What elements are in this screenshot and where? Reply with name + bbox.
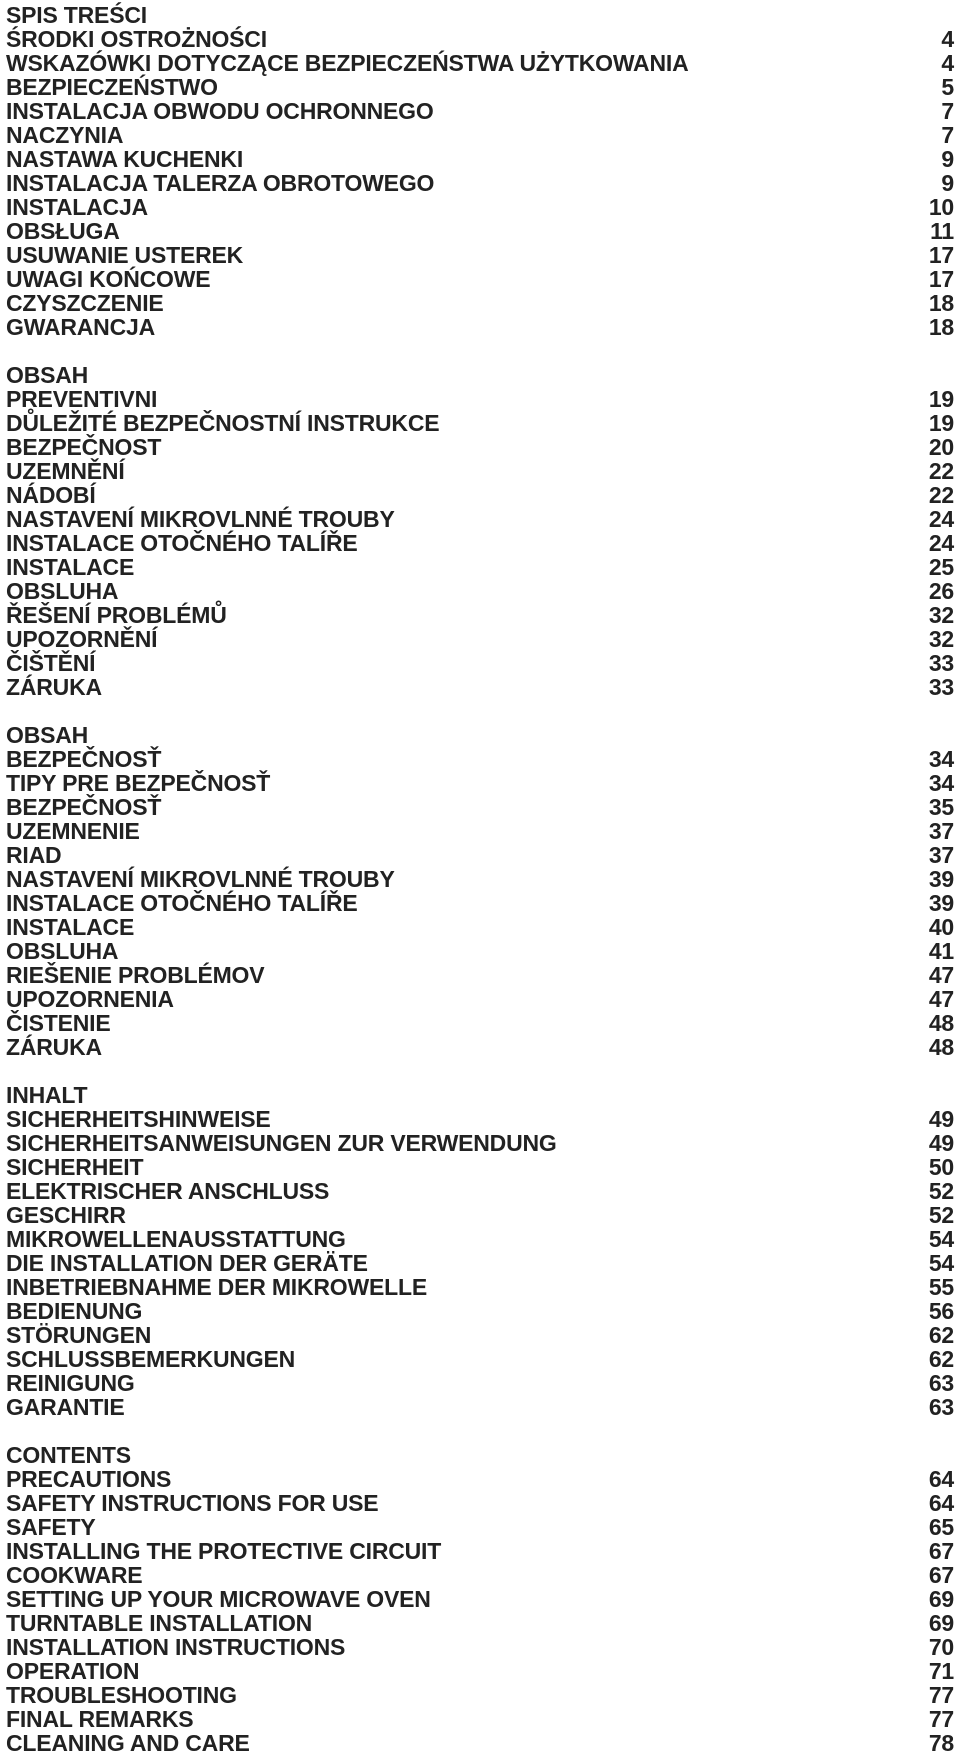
toc-entry-page-number: 5 <box>941 74 954 100</box>
toc-entry-label: ZÁRUKA <box>6 1034 102 1060</box>
toc-entry <box>6 939 954 963</box>
toc-entry <box>6 1371 954 1395</box>
toc-entry-page-number: 10 <box>928 194 954 220</box>
toc-entry-label: INSTALACE OTOČNÉHO TALÍŘE <box>6 530 358 556</box>
toc-entry <box>6 1515 954 1539</box>
toc-entry-page-number: 19 <box>928 386 954 412</box>
toc-entry-label: SICHERHEITSANWEISUNGEN ZUR VERWENDUNG <box>6 1130 557 1156</box>
toc-entry-page-number: 69 <box>928 1610 954 1636</box>
toc-entry <box>6 315 954 339</box>
toc-entry-label: UWAGI KOŃCOWE <box>6 266 211 292</box>
toc-entry-label: OPERATION <box>6 1658 140 1684</box>
toc-entry-label: SICHERHEIT <box>6 1154 144 1180</box>
toc-entry-page-number: 71 <box>928 1658 954 1684</box>
toc-entry <box>6 483 954 507</box>
toc-entry <box>6 555 954 579</box>
section-title: OBSAH <box>6 362 89 388</box>
toc-entry <box>6 1251 954 1275</box>
toc-entry-page-number: 67 <box>928 1538 954 1564</box>
toc-entry-label: STÖRUNGEN <box>6 1322 152 1348</box>
toc-entry-page-number: 18 <box>928 314 954 340</box>
toc-entry-label: MIKROWELLENAUSSTATTUNG <box>6 1226 346 1252</box>
toc-entry-page-number: 52 <box>928 1178 954 1204</box>
toc-entry-label: INSTALACE <box>6 554 135 580</box>
toc-entry <box>6 891 954 915</box>
section-title: OBSAH <box>6 722 89 748</box>
toc-entry-label: GARANTIE <box>6 1394 125 1420</box>
toc-entry-page-number: 64 <box>928 1490 954 1516</box>
toc-entry <box>6 531 954 555</box>
toc-entry-label: RIAD <box>6 842 62 868</box>
toc-entry-label: REINIGUNG <box>6 1370 135 1396</box>
toc-entry-page-number: 47 <box>928 986 954 1012</box>
toc-entry <box>6 507 954 531</box>
toc-entry-page-number: 40 <box>928 914 954 940</box>
toc-entry-page-number: 77 <box>928 1706 954 1732</box>
toc-section <box>6 363 954 699</box>
toc-entry <box>6 1563 954 1587</box>
toc-entry-label: NASTAVENÍ MIKROVLNNÉ TROUBY <box>6 506 395 532</box>
toc-entry-page-number: 52 <box>928 1202 954 1228</box>
toc-entry-label: INSTALLING THE PROTECTIVE CIRCUIT <box>6 1538 442 1564</box>
toc-entry-page-number: 37 <box>928 818 954 844</box>
toc-entry-page-number: 17 <box>928 242 954 268</box>
toc-entry-page-number: 55 <box>928 1274 954 1300</box>
toc-entry-label: INSTALACE <box>6 914 135 940</box>
toc-entry <box>6 1203 954 1227</box>
toc-entry-label: OBSŁUGA <box>6 218 120 244</box>
toc-entry-label: NÁDOBÍ <box>6 482 96 508</box>
toc-entry-label: CLEANING AND CARE <box>6 1730 250 1756</box>
toc-entry-page-number: 33 <box>928 674 954 700</box>
toc-entry <box>6 243 954 267</box>
toc-entry-label: ČISTENIE <box>6 1010 111 1036</box>
toc-entry-page-number: 24 <box>928 506 954 532</box>
toc-entry-label: CZYSZCZENIE <box>6 290 164 316</box>
toc-entry <box>6 291 954 315</box>
toc-entry <box>6 1539 954 1563</box>
toc-entry-page-number: 54 <box>928 1226 954 1252</box>
toc-entry-page-number: 54 <box>928 1250 954 1276</box>
toc-entry-label: NACZYNIA <box>6 122 124 148</box>
toc-entry <box>6 1707 954 1731</box>
toc-entry-label: COOKWARE <box>6 1562 143 1588</box>
toc-entry-label: SETTING UP YOUR MICROWAVE OVEN <box>6 1586 431 1612</box>
toc-entry-page-number: 39 <box>928 866 954 892</box>
toc-entry <box>6 123 954 147</box>
toc-entry-label: BEDIENUNG <box>6 1298 143 1324</box>
toc-entry-page-number: 48 <box>928 1034 954 1060</box>
toc-entry <box>6 411 954 435</box>
toc-entry-label: GESCHIRR <box>6 1202 126 1228</box>
section-title: CONTENTS <box>6 1442 131 1468</box>
toc-entry <box>6 1467 954 1491</box>
toc-entry-page-number: 78 <box>928 1730 954 1756</box>
toc-entry-page-number: 24 <box>928 530 954 556</box>
toc-entry <box>6 1035 954 1059</box>
toc-entry <box>6 1179 954 1203</box>
toc-entry <box>6 915 954 939</box>
toc-entry <box>6 51 954 75</box>
toc-entry <box>6 1635 954 1659</box>
toc-entry <box>6 147 954 171</box>
toc-entry-label: OBSLUHA <box>6 938 119 964</box>
toc-entry <box>6 603 954 627</box>
toc-entry-page-number: 63 <box>928 1370 954 1396</box>
toc-entry-page-number: 56 <box>928 1298 954 1324</box>
toc-entry <box>6 27 954 51</box>
toc-entry-label: INSTALACJA TALERZA OBROTOWEGO <box>6 170 435 196</box>
toc-entry-label: ELEKTRISCHER ANSCHLUSS <box>6 1178 330 1204</box>
toc-entry <box>6 387 954 411</box>
toc-entry-label: BEZPEČNOST <box>6 434 162 460</box>
toc-entry-label: BEZPEČNOSŤ <box>6 746 162 772</box>
section-title: SPIS TREŚCI <box>6 2 147 28</box>
toc-entry-label: SAFETY <box>6 1514 96 1540</box>
toc-entry <box>6 1587 954 1611</box>
toc-entry <box>6 219 954 243</box>
toc-entry <box>6 99 954 123</box>
toc-entry-page-number: 7 <box>941 98 954 124</box>
toc-entry-page-number: 37 <box>928 842 954 868</box>
toc-entry <box>6 1107 954 1131</box>
toc-entry <box>6 1323 954 1347</box>
toc-entry-label: DŮLEŽITÉ BEZPEČNOSTNÍ INSTRUKCE <box>6 410 440 436</box>
toc-entry-page-number: 25 <box>928 554 954 580</box>
toc-entry-label: NASTAVENÍ MIKROVLNNÉ TROUBY <box>6 866 395 892</box>
toc-entry-page-number: 50 <box>928 1154 954 1180</box>
toc-entry <box>6 747 954 771</box>
section-title: INHALT <box>6 1082 88 1108</box>
toc-entry-page-number: 9 <box>941 170 954 196</box>
toc-entry-label: ČIŠTĚNÍ <box>6 650 96 676</box>
toc-entry-page-number: 4 <box>941 26 954 52</box>
toc-entry-page-number: 26 <box>928 578 954 604</box>
toc-entry <box>6 627 954 651</box>
toc-entry <box>6 987 954 1011</box>
toc-entry-page-number: 62 <box>928 1346 954 1372</box>
toc-entry-page-number: 63 <box>928 1394 954 1420</box>
toc-section <box>6 723 954 1059</box>
toc-entry <box>6 1155 954 1179</box>
toc-entry <box>6 171 954 195</box>
toc-entry <box>6 1299 954 1323</box>
toc-entry-page-number: 62 <box>928 1322 954 1348</box>
toc-entry <box>6 579 954 603</box>
toc-entry-page-number: 32 <box>928 602 954 628</box>
toc-entry-label: USUWANIE USTEREK <box>6 242 244 268</box>
toc-entry <box>6 435 954 459</box>
toc-entry-label: UPOZORNĚNÍ <box>6 626 158 652</box>
toc-entry-label: ZÁRUKA <box>6 674 102 700</box>
toc-entry <box>6 819 954 843</box>
toc-entry <box>6 1275 954 1299</box>
toc-entry-page-number: 47 <box>928 962 954 988</box>
toc-section <box>6 3 954 339</box>
toc-entry-label: ŚRODKI OSTROŻNOŚCI <box>6 26 267 52</box>
toc-entry-page-number: 18 <box>928 290 954 316</box>
toc-entry <box>6 1683 954 1707</box>
toc-entry-page-number: 48 <box>928 1010 954 1036</box>
toc-entry <box>6 1491 954 1515</box>
toc-entry-label: NASTAWA KUCHENKI <box>6 146 244 172</box>
toc-entry-label: BEZPIECZEŃSTWO <box>6 74 218 100</box>
toc-entry-label: BEZPEČNOSŤ <box>6 794 162 820</box>
toc-entry <box>6 1395 954 1419</box>
toc-entry-label: PREVENTIVNI <box>6 386 158 412</box>
toc-entry-page-number: 49 <box>928 1106 954 1132</box>
toc-entry <box>6 1227 954 1251</box>
toc-entry-label: RIEŠENIE PROBLÉMOV <box>6 962 265 988</box>
toc-entry-page-number: 33 <box>928 650 954 676</box>
toc-entry <box>6 1011 954 1035</box>
toc-entry-page-number: 22 <box>928 482 954 508</box>
toc-entry-label: TROUBLESHOOTING <box>6 1682 237 1708</box>
toc-entry-page-number: 34 <box>928 746 954 772</box>
toc-entry <box>6 459 954 483</box>
toc-entry-page-number: 32 <box>928 626 954 652</box>
toc-entry-page-number: 22 <box>928 458 954 484</box>
toc-entry-label: DIE INSTALLATION DER GERÄTE <box>6 1250 368 1276</box>
toc-entry-label: PRECAUTIONS <box>6 1466 172 1492</box>
toc-entry <box>6 771 954 795</box>
toc-entry-page-number: 11 <box>930 218 954 244</box>
toc-entry <box>6 867 954 891</box>
toc-entry <box>6 267 954 291</box>
toc-entry <box>6 1611 954 1635</box>
toc-entry-label: WSKAZÓWKI DOTYCZĄCE BEZPIECZEŃSTWA UŻYTKOWANIA <box>6 50 689 76</box>
toc-entry-label: SCHLUSSBEMERKUNGEN <box>6 1346 296 1372</box>
toc-entry-label: INSTALLATION INSTRUCTIONS <box>6 1634 346 1660</box>
toc-entry <box>6 675 954 699</box>
toc-entry-label: ŘEŠENÍ PROBLÉMŮ <box>6 602 227 628</box>
toc-entry-page-number: 4 <box>941 50 954 76</box>
toc-entry-page-number: 64 <box>928 1466 954 1492</box>
toc-entry-label: TURNTABLE INSTALLATION <box>6 1610 313 1636</box>
toc-entry <box>6 843 954 867</box>
toc-entry-label: UZEMNENIE <box>6 818 140 844</box>
toc-entry <box>6 1659 954 1683</box>
toc-entry-page-number: 49 <box>928 1130 954 1156</box>
toc-entry-page-number: 19 <box>928 410 954 436</box>
toc-entry-page-number: 17 <box>928 266 954 292</box>
toc-entry <box>6 795 954 819</box>
toc-entry-page-number: 35 <box>928 794 954 820</box>
toc-entry <box>6 1347 954 1371</box>
toc-entry-label: INBETRIEBNAHME DER MIKROWELLE <box>6 1274 427 1300</box>
toc-entry-page-number: 9 <box>941 146 954 172</box>
toc-entry <box>6 195 954 219</box>
toc-entry <box>6 1731 954 1755</box>
toc-entry <box>6 963 954 987</box>
toc-entry-page-number: 65 <box>928 1514 954 1540</box>
toc-entry-page-number: 69 <box>928 1586 954 1612</box>
toc-entry <box>6 1131 954 1155</box>
toc-entry-page-number: 20 <box>928 434 954 460</box>
toc-entry-label: UZEMNĚNÍ <box>6 458 125 484</box>
toc-entry <box>6 651 954 675</box>
toc-section <box>6 1443 954 1755</box>
toc-entry-label: OBSLUHA <box>6 578 119 604</box>
toc-entry-label: FINAL REMARKS <box>6 1706 194 1732</box>
toc-entry-page-number: 41 <box>928 938 954 964</box>
toc-entry-label: GWARANCJA <box>6 314 155 340</box>
toc-entry-label: INSTALACJA <box>6 194 148 220</box>
toc-entry-label: SICHERHEITSHINWEISE <box>6 1106 271 1132</box>
toc-entry-label: TIPY PRE BEZPEČNOSŤ <box>6 770 271 796</box>
toc-entry <box>6 75 954 99</box>
toc-entry-page-number: 67 <box>928 1562 954 1588</box>
toc-entry-page-number: 7 <box>941 122 954 148</box>
toc-section <box>6 1083 954 1419</box>
toc-entry-label: INSTALACE OTOČNÉHO TALÍŘE <box>6 890 358 916</box>
toc-entry-label: UPOZORNENIA <box>6 986 174 1012</box>
toc-entry-page-number: 77 <box>928 1682 954 1708</box>
toc-entry-page-number: 34 <box>928 770 954 796</box>
toc-entry-page-number: 70 <box>928 1634 954 1660</box>
toc-entry-label: INSTALACJA OBWODU OCHRONNEGO <box>6 98 434 124</box>
toc-entry-page-number: 39 <box>928 890 954 916</box>
toc-entry-label: SAFETY INSTRUCTIONS FOR USE <box>6 1490 379 1516</box>
